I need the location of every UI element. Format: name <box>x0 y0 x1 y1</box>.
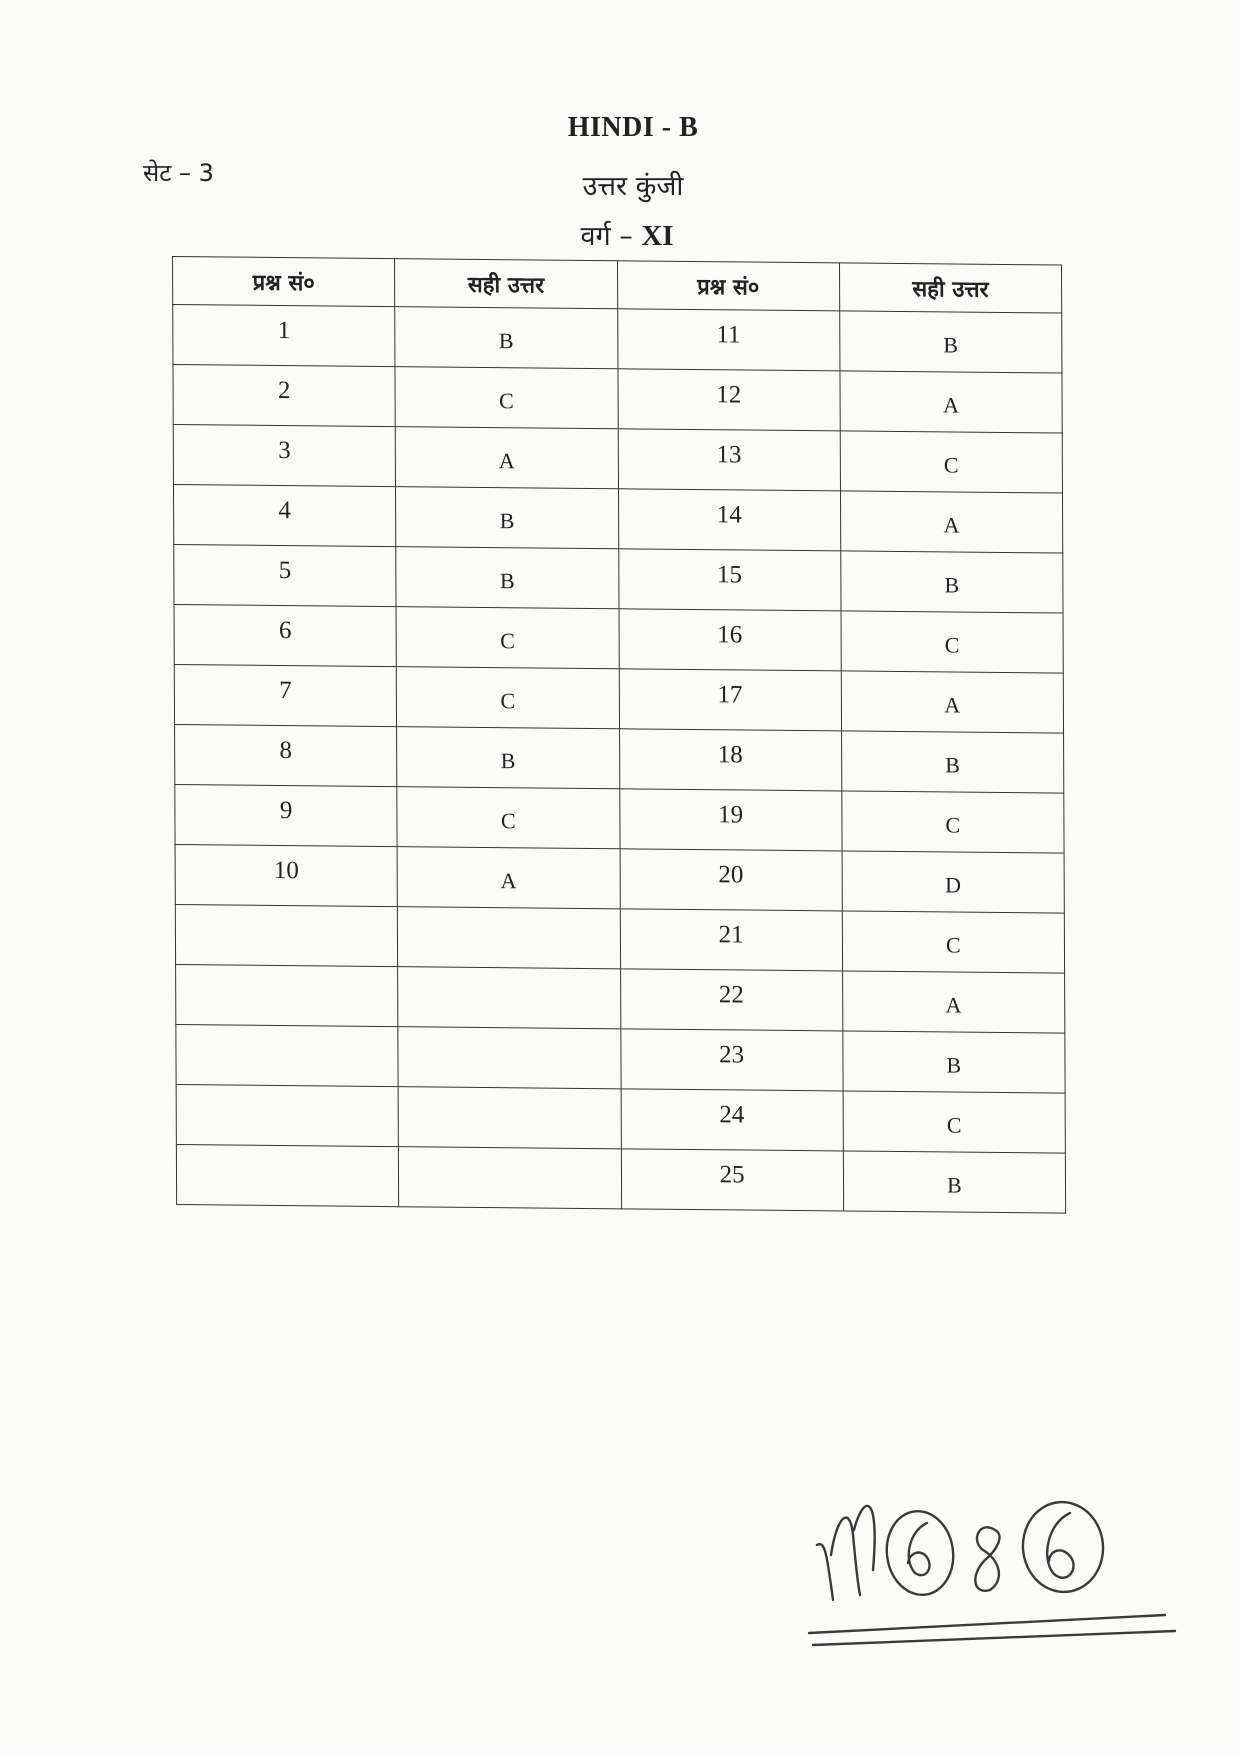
table-header-row <box>173 257 1062 314</box>
answer-cell: C <box>397 787 620 849</box>
table-row <box>175 905 1064 974</box>
question-number-cell <box>176 965 399 1027</box>
answer-cell: D <box>842 851 1065 913</box>
answer-cell: B <box>841 731 1064 793</box>
table-row <box>175 845 1064 914</box>
question-number-cell: 19 <box>619 789 842 851</box>
question-number-cell <box>176 1025 399 1087</box>
answer-cell: B <box>843 1151 1066 1213</box>
table-row <box>176 1145 1065 1214</box>
answer-cell <box>398 907 621 969</box>
question-number-cell: 1 <box>173 305 396 367</box>
question-number-cell: 3 <box>173 425 396 487</box>
question-number-cell: 7 <box>174 665 397 727</box>
question-number-cell: 14 <box>618 489 841 551</box>
question-number-cell: 13 <box>618 429 841 491</box>
class-label: वर्ग – <box>580 221 642 252</box>
header-question-no-2: प्रश्न सं० <box>617 261 839 311</box>
question-number-cell: 8 <box>175 725 398 787</box>
question-number-cell: 4 <box>173 485 396 547</box>
question-number-cell: 16 <box>619 609 842 671</box>
answer-cell: C <box>395 367 618 429</box>
answer-cell: B <box>396 487 619 549</box>
question-number-cell <box>175 905 398 967</box>
answer-cell: B <box>397 727 620 789</box>
answer-cell: B <box>843 1031 1066 1093</box>
question-number-cell: 18 <box>619 729 842 791</box>
table-row <box>175 725 1064 794</box>
question-number-cell <box>176 1145 399 1207</box>
table-row <box>174 605 1063 674</box>
answer-cell: A <box>395 427 618 489</box>
answer-cell: A <box>840 491 1063 553</box>
question-number-cell: 17 <box>619 669 842 731</box>
class-line <box>0 216 1240 253</box>
answer-cell: B <box>839 311 1062 373</box>
answer-cell: B <box>396 547 619 609</box>
class-value: XI <box>641 220 674 252</box>
question-number-cell: 20 <box>620 849 843 911</box>
table-row <box>173 425 1062 494</box>
question-number-cell: 22 <box>620 969 843 1031</box>
header-correct-answer-1: सही उत्तर <box>395 259 617 309</box>
question-number-cell: 10 <box>175 845 398 907</box>
answer-cell: C <box>396 607 619 669</box>
answer-cell: C <box>397 667 620 729</box>
answer-cell: A <box>397 847 620 909</box>
table-row <box>173 365 1062 434</box>
answer-cell <box>398 1087 621 1149</box>
answer-cell: B <box>395 307 618 369</box>
answer-cell: C <box>841 611 1064 673</box>
question-number-cell <box>176 1085 399 1147</box>
answer-cell: C <box>843 1091 1066 1153</box>
answer-table-body <box>173 305 1066 1214</box>
header-question-no-1: प्रश्न सं० <box>173 257 395 307</box>
question-number-cell: 12 <box>617 369 840 431</box>
answer-cell: A <box>841 671 1064 733</box>
answer-cell: C <box>840 431 1063 493</box>
question-number-cell: 5 <box>174 545 397 607</box>
question-number-cell: 11 <box>617 309 840 371</box>
answer-table <box>172 256 1066 1214</box>
table-row <box>175 785 1064 854</box>
set-label: सेट – 3 <box>143 159 214 187</box>
table-row <box>174 665 1063 734</box>
answer-cell <box>399 1147 622 1209</box>
header-correct-answer-2: सही उत्तर <box>839 263 1061 313</box>
question-number-cell: 6 <box>174 605 397 667</box>
question-number-cell: 2 <box>173 365 396 427</box>
handwritten-signature <box>805 1395 1185 1669</box>
answer-cell <box>398 1027 621 1089</box>
answer-table-wrapper <box>172 256 1066 1214</box>
table-row <box>176 1025 1065 1094</box>
question-number-cell: 21 <box>620 909 843 971</box>
document-title: HINDI - B <box>567 112 699 143</box>
question-number-cell: 24 <box>621 1089 844 1151</box>
question-number-cell: 15 <box>618 549 841 611</box>
table-row <box>173 485 1062 554</box>
answer-cell <box>398 967 621 1029</box>
question-number-cell: 23 <box>620 1029 843 1091</box>
question-number-cell: 25 <box>621 1149 844 1211</box>
question-number-cell: 9 <box>175 785 398 847</box>
answer-cell: B <box>841 551 1064 613</box>
answer-key-subtitle: उत्तर कुंजी <box>582 171 684 202</box>
answer-cell: A <box>840 371 1063 433</box>
table-row <box>174 545 1063 614</box>
table-row <box>173 305 1062 374</box>
table-row <box>176 1085 1065 1154</box>
answer-cell: A <box>842 971 1065 1033</box>
table-row <box>176 965 1065 1034</box>
answer-cell: C <box>842 911 1065 973</box>
signature-drawing <box>805 1395 1185 1665</box>
answer-cell: C <box>842 791 1065 853</box>
